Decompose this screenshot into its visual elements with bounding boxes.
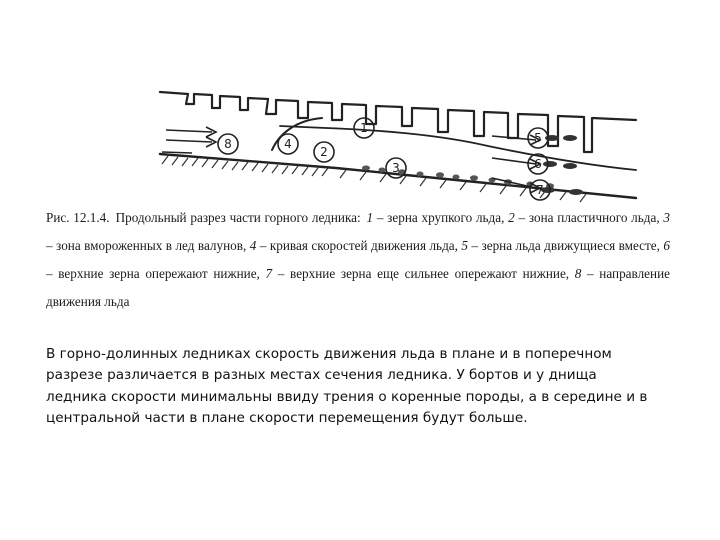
callout-3: 3 [392,161,400,175]
callout-8: 8 [224,137,232,151]
glacier-cross-section-diagram [36,86,676,204]
caption-item: 2 – зона пластичного льда, [508,210,660,225]
velocity-curve [272,118,322,150]
callout-2: 2 [320,145,328,159]
slide-body-text: В горно-долинных ледниках скорость движения льда в плане и в поперечном разрезе различается в разных местах сечения ледника. У бортов и у днища ледника скорости минимальны ввиду трения о коренные породы, а в середине и в центральной части в плане скорости перемещения будут больше. [46,346,648,427]
caption-label: Рис. 12.1.4. [46,210,110,225]
caption-item: 1 – зерна хрупкого льда, [366,210,505,225]
caption-item: 7 – верхние зерна еще сильнее опережают нижние, [265,266,570,281]
caption-item: 8 – направление движения льда [46,266,670,309]
caption-title: Продольный разрез части горного ледника: [115,210,361,225]
caption-item: 6 – верхние зерна опережают нижние, [46,238,671,281]
figure-panel [36,86,676,309]
callout-1: 1 [360,121,368,135]
callout-5: 5 [534,131,542,145]
figure-caption [46,204,670,316]
caption-item: 5 – зерна льда движущиеся вместе, [461,238,660,253]
caption-item: 4 – кривая скоростей движения льда, [249,238,458,253]
caption-item: 3 – зона вмороженных в лед валунов, [46,210,670,253]
callout-7: 7 [536,183,544,197]
callout-6: 6 [534,157,542,171]
callout-4: 4 [284,137,292,151]
